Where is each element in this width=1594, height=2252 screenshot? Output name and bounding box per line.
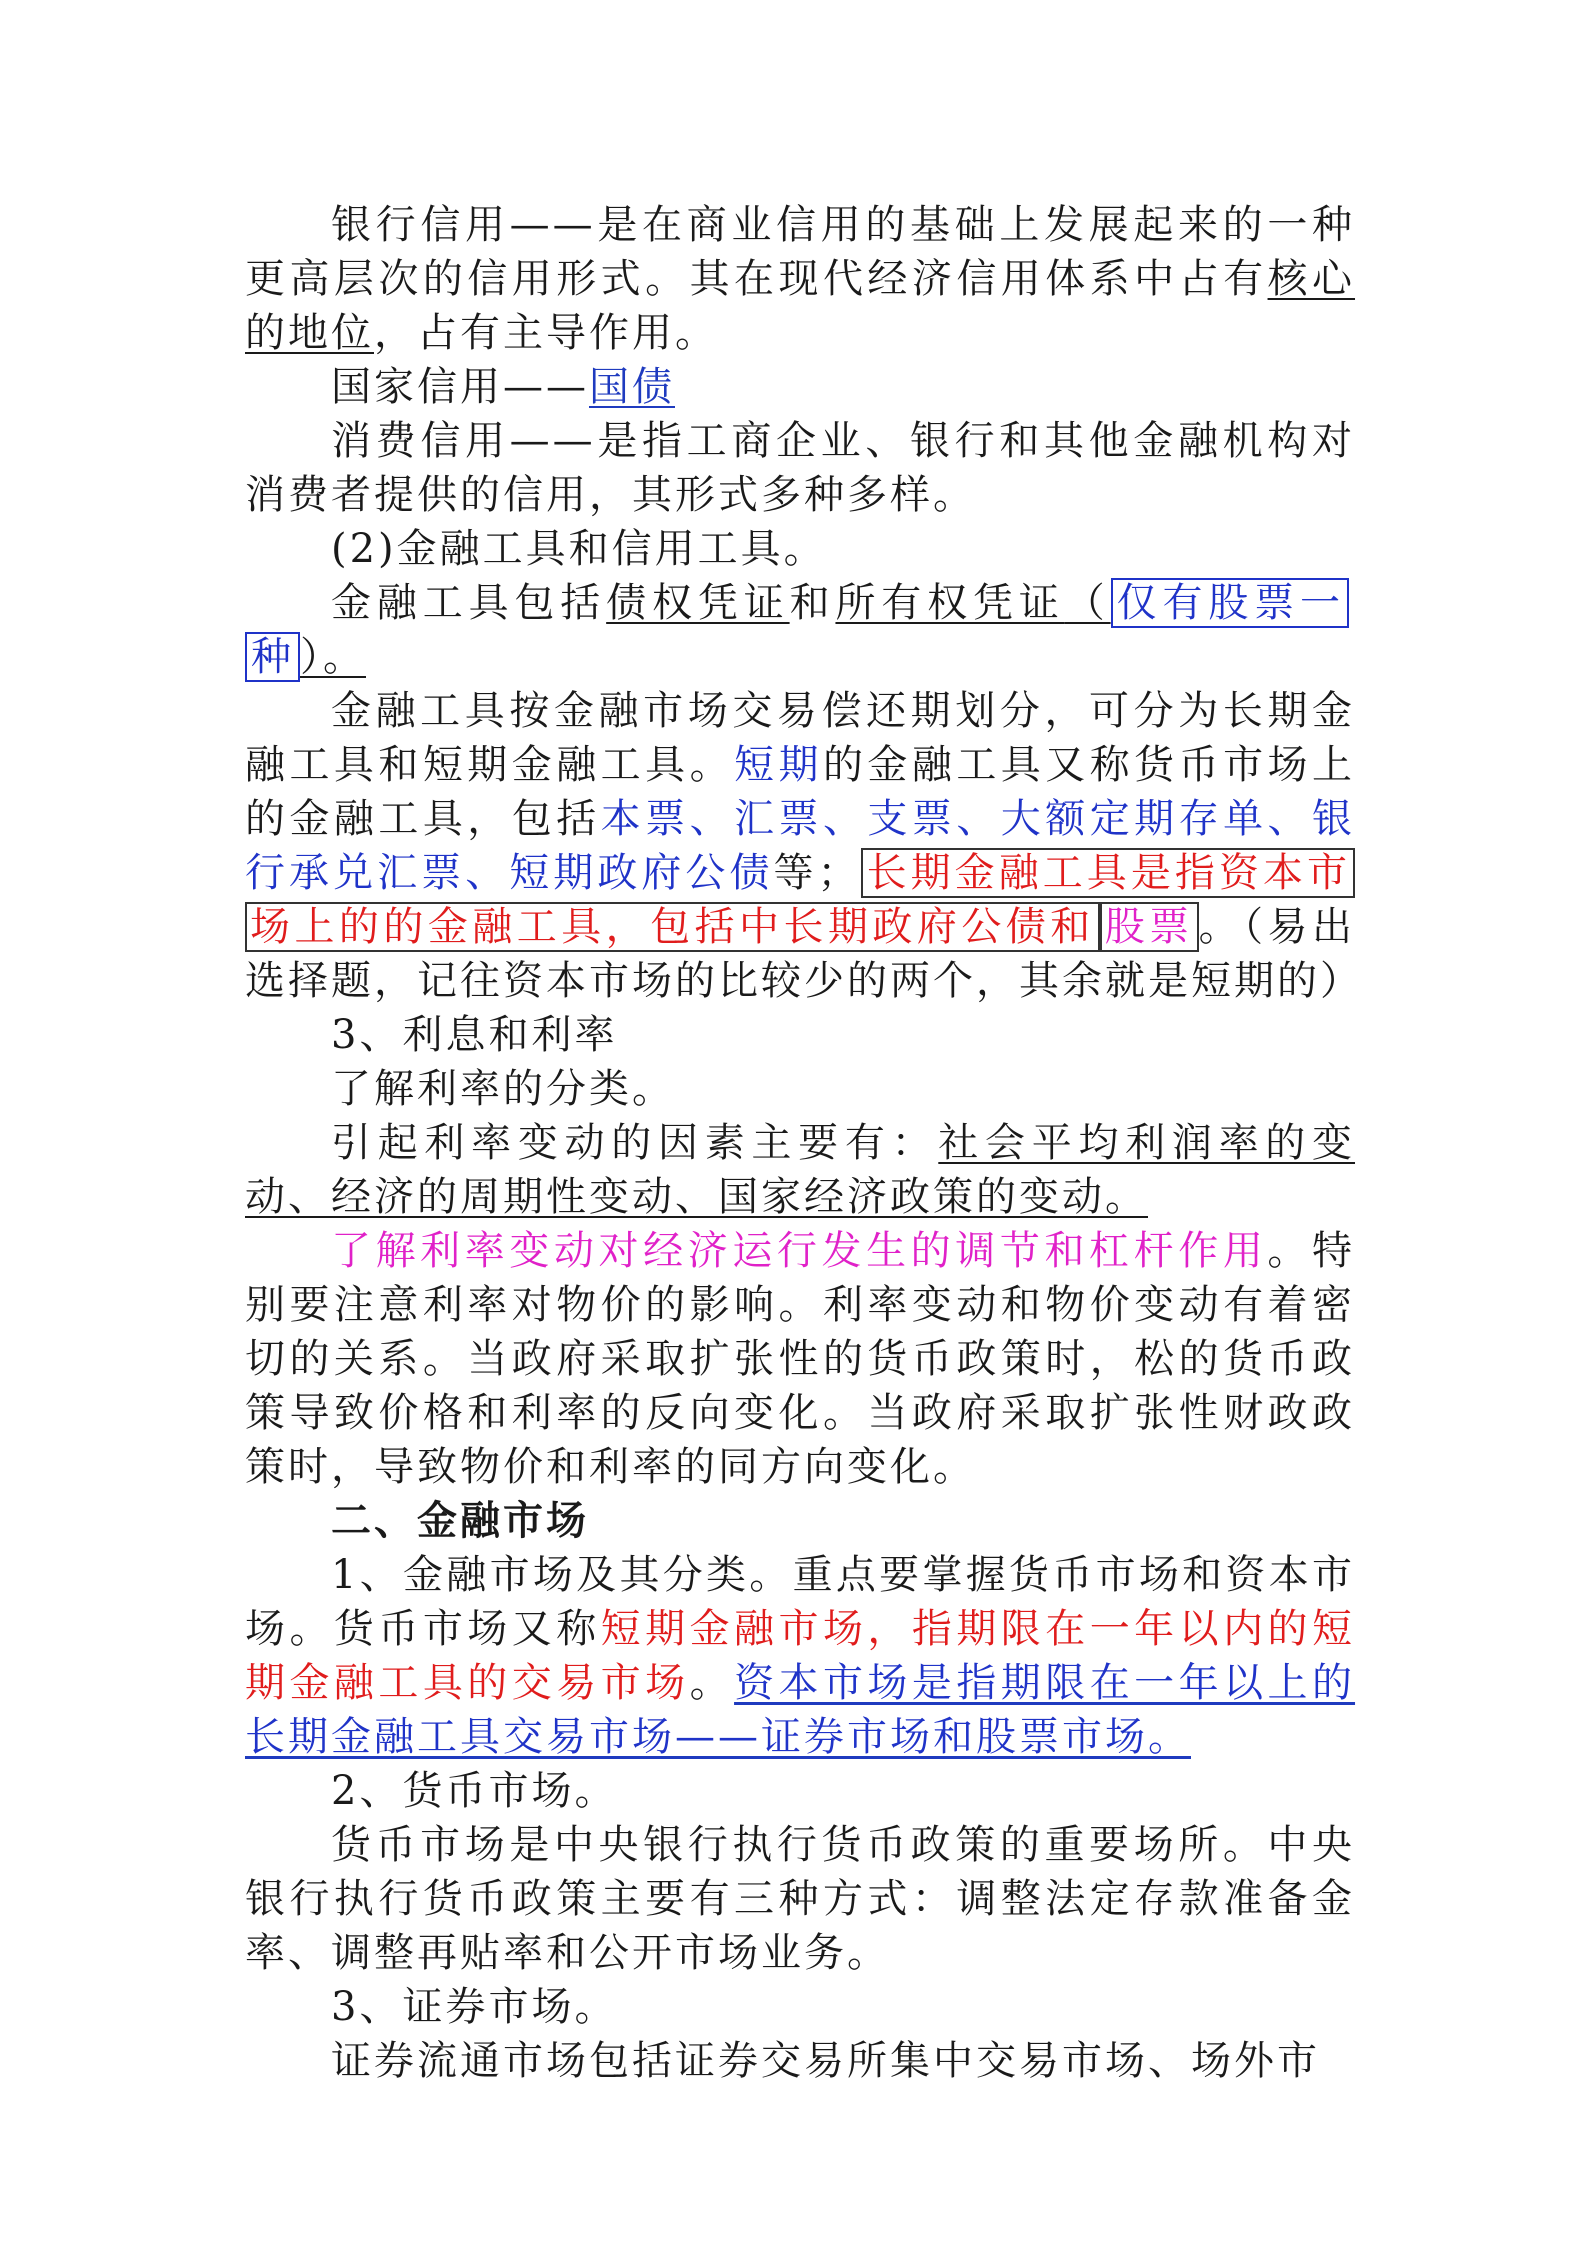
- open-paren: （: [1064, 580, 1111, 626]
- close-paren: ）。: [300, 634, 366, 680]
- money-market-definition: 短期金融市场，指期限在一年以内的短期金融工具的交易市场: [245, 1606, 1356, 1706]
- paragraph-rate-classification: 了解利率的分类。: [331, 1066, 675, 1112]
- short-term-word: 短期: [734, 742, 823, 788]
- paragraph-rate-effects: [245, 1224, 1355, 1494]
- short-term-instrument-list: 本票、汇票、支票、大额定期存单、银行承兑汇票、短期政府公债: [245, 796, 1356, 896]
- paragraph-heading-money-market: 2、货币市场。: [331, 1768, 618, 1814]
- market-classification-intro: 1、金融市场及其分类。重点要掌握货币市场和资本市场。货币市场又称: [245, 1552, 1355, 1652]
- paragraph-bank-credit: [245, 198, 1355, 360]
- stocks-boxed: 股票: [1100, 902, 1199, 952]
- paragraph-money-market-policy: 货币市场是中央银行执行货币政策的重要场所。中央银行执行货币政策主要有三种方式：调整法定存款准备金率、调整再贴率和公开市场业务。: [245, 1822, 1355, 1976]
- paragraph-state-credit: [245, 360, 1355, 414]
- paragraph-heading-securities-market: 3、证券市场。: [331, 1984, 618, 2030]
- paragraph-heading-interest: 3、利息和利率: [331, 1012, 618, 1058]
- paragraph-heading-instruments: (2)金融工具和信用工具。: [331, 526, 827, 572]
- instruments-include-text: 金融工具包括: [331, 580, 607, 626]
- rate-factors-underlined: 社会平均利润率的变动、经济的周期性变动、国家经济政策的变动。: [245, 1120, 1356, 1220]
- etc-text: 等；: [773, 850, 861, 896]
- short-term-desc: 的金融工具又称货币市场上的金融工具，包括: [245, 742, 1356, 842]
- document-body: [245, 198, 1363, 2088]
- term-intro: 金融工具按金融市场交易偿还期划分，可分为长期金融工具和短期金融工具。: [245, 688, 1355, 788]
- and-text: 和: [789, 580, 836, 626]
- rate-effects-text: 。特别要注意利率对物价的影响。利率变动和物价变动有着密切的关系。当政府采取扩张性的货币政策时，松的货币政策导致价格和利率的反向变化。当政府采取扩张性财政政策时，导致物价和利率的同方向变化。: [245, 1228, 1356, 1490]
- rate-effects-highlight: 了解利率变动对经济运行发生的调节和杠杆作用: [331, 1228, 1268, 1274]
- period-text: 。: [689, 1660, 735, 1706]
- ownership-certificate-underlined: 所有权凭证: [835, 580, 1065, 626]
- paragraph-rate-factors: [245, 1116, 1355, 1224]
- core-position-underlined: 核心的地位: [245, 256, 1356, 356]
- paragraph-market-classification: [245, 1548, 1355, 1764]
- rate-factors-intro: 引起利率变动的因素主要有：: [331, 1120, 939, 1166]
- exam-note: 。（易出选择题，记往资本市场的比较少的两个，其余就是短期的）: [245, 904, 1363, 1004]
- bank-credit-text: 银行信用——是在商业信用的基础上发展起来的一种更高层次的信用形式。其在现代经济信用体系中占有: [245, 202, 1355, 302]
- bank-credit-tail: ，占有主导作用。: [374, 310, 718, 356]
- section-heading-financial-market: 二、金融市场: [331, 1497, 589, 1544]
- only-stocks-boxed: 仅有股票一种: [245, 578, 1349, 682]
- paragraph-instruments-include: [245, 576, 1355, 684]
- paragraph-consumer-credit: 消费信用——是指工商企业、银行和其他金融机构对消费者提供的信用，其形式多种多样。: [245, 418, 1355, 518]
- paragraph-securities-circulation: 证券流通市场包括证券交易所集中交易市场、场外市: [331, 2038, 1320, 2084]
- debt-certificate-underlined: 债权凭证: [606, 580, 790, 626]
- national-debt-link[interactable]: 国债: [589, 364, 675, 410]
- paragraph-instruments-term: [245, 684, 1363, 1008]
- state-credit-text: 国家信用——: [331, 364, 589, 410]
- capital-market-definition: 资本市场是指期限在一年以上的长期金融工具交易市场——证券市场和股票市场。: [245, 1660, 1356, 1760]
- long-term-definition-boxed: 长期金融工具是指资本市场上的的金融工具，包括中长期政府公债和: [245, 848, 1355, 952]
